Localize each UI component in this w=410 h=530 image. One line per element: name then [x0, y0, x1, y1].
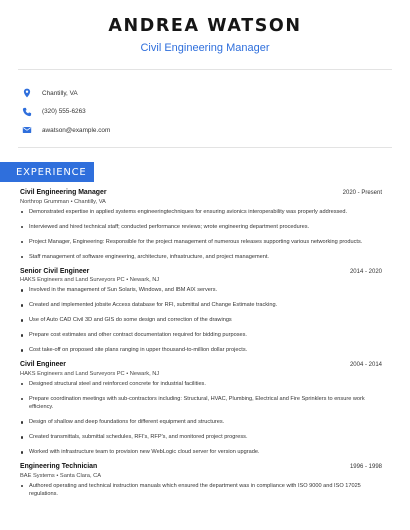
job-bullet: Interviewed and hired technical staff; conducted performance reviews; wrote engineering department procedures. — [20, 223, 382, 232]
job-bullet: Created transmittals, submittal schedules, RFI's, RFP's, and monitored project progress. — [20, 433, 382, 442]
contact-list — [22, 84, 110, 140]
job-bullet: Demonstrated expertise in applied systems engineeringtechniques for ensuring avionics interoperability was properly addressed. — [20, 208, 382, 217]
job-bullet: Use of Auto CAD Civil 3D and GIS do some design and correction of the drawings — [20, 316, 382, 325]
experience-section-heading: EXPERIENCE — [0, 162, 94, 182]
job-dates: 1996 - 1998 — [349, 464, 382, 471]
contact-phone — [22, 103, 110, 121]
job-title: Civil Engineering Manager — [20, 189, 107, 196]
candidate-title: Civil Engineering Manager — [140, 42, 270, 54]
contact-location-text: Chantilly, VA — [42, 89, 78, 97]
job-company: BAE Systems • Santa Clara, CA — [20, 472, 102, 479]
job-header — [20, 463, 382, 470]
job-header — [20, 189, 382, 196]
job-company: Northrop Grumman • Chantilly, VA — [20, 198, 106, 205]
job-entry — [20, 463, 382, 499]
email-icon — [22, 125, 32, 135]
resume-header — [0, 16, 410, 54]
job-entry — [20, 268, 382, 355]
job-header — [20, 361, 382, 368]
candidate-name: ANDREA WATSON — [108, 16, 302, 36]
job-company: HAKS Engineers and Land Surveyors PC • Newark, NJ — [20, 277, 160, 283]
job-bullet: Cost take-off on proposed site plans ranging in upper thousand-to-million dollar projects. — [20, 346, 382, 355]
job-bullets — [20, 380, 382, 457]
job-bullet: Involved in the management of Sun Solaris, Windows, and IBM AIX servers. — [20, 286, 382, 295]
job-bullet: Design of shallow and deep foundations for different equipment and structures. — [20, 418, 382, 427]
job-bullets — [20, 208, 382, 262]
job-bullets — [20, 482, 382, 499]
contact-email — [22, 121, 110, 139]
job-title: Senior Civil Engineer — [20, 267, 90, 275]
job-bullets — [20, 286, 382, 355]
job-entry — [20, 189, 382, 261]
location-pin-icon — [22, 88, 32, 98]
job-bullet: Staff management of software engineering, architecture, infrastructure, and project management. — [20, 253, 382, 262]
job-title: Civil Engineer — [20, 361, 66, 368]
job-bullet: Authored operating and technical instruction manuals which ensured the department was in compliance with ISO 9000 and ISO 17025 regulations. — [20, 482, 382, 499]
job-dates: 2004 - 2014 — [349, 362, 382, 368]
job-bullet: Prepare coordination meetings with sub-contractors including: Structural, HVAC, Plumbing, Electrical and Fire Sprinklers to ensure work efficiency. — [20, 395, 382, 412]
job-entry — [20, 361, 382, 457]
job-bullet: Project Manager, Engineering: Responsible for the project management of numerous releases supporting various networking products. — [20, 238, 382, 247]
job-company: HAKS Engineers and Land Surveyors PC • Newark, NJ — [20, 370, 160, 377]
experience-list — [20, 189, 382, 505]
job-title: Engineering Technician — [20, 463, 98, 471]
job-bullet: Worked with infrastructure team to provision new WebLogic cloud server for version upgrade. — [20, 448, 382, 457]
contact-location — [22, 84, 110, 102]
job-bullet: Designed structural steel and reinforced concrete for industrial facilities. — [20, 380, 382, 389]
job-dates: 2014 - 2020 — [349, 268, 382, 275]
phone-icon — [22, 107, 32, 117]
contact-divider — [18, 147, 392, 148]
header-divider — [18, 69, 392, 70]
contact-email-text: awatson@example.com — [42, 126, 111, 134]
job-bullet: Prepare cost estimates and other contract documentation required for bidding purposes. — [20, 331, 382, 340]
job-bullet: Created and implemented jobsite Access database for RFI, submittal and Change Estimate tracking. — [20, 301, 382, 310]
job-dates: 2020 - Present — [342, 190, 382, 196]
job-header — [20, 268, 382, 275]
contact-phone-text: (320) 555-6263 — [42, 108, 86, 116]
